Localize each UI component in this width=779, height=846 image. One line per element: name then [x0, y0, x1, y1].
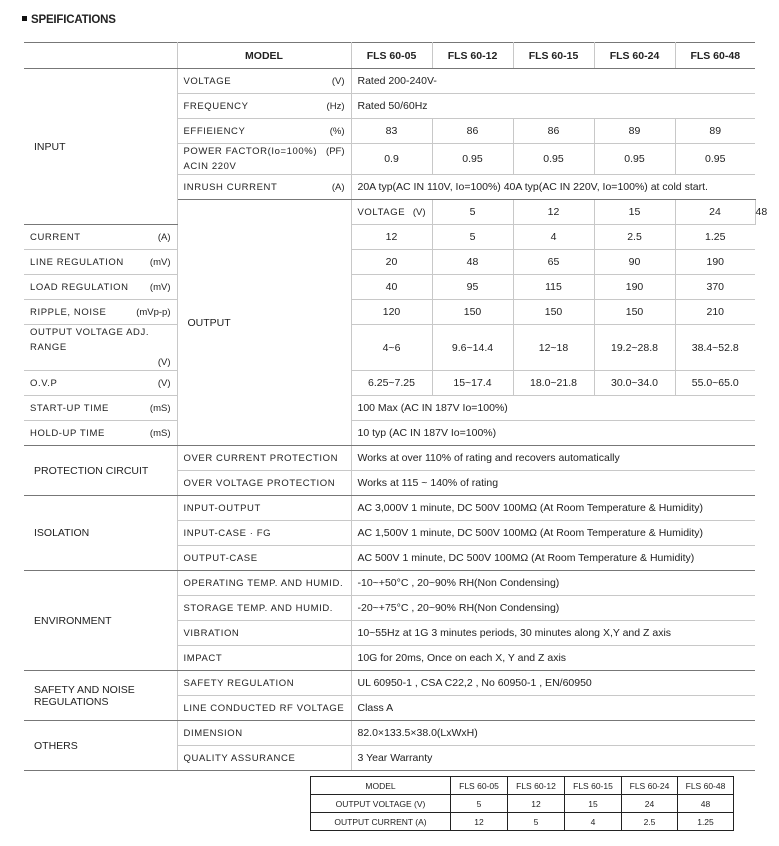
cell-value: 48 — [432, 250, 513, 275]
row-value: 20A typ(AC IN 110V, Io=100%) 40A typ(AC IN 220V, Io=100%) at cold start. — [351, 175, 755, 200]
row-label: OVER CURRENT PROTECTION — [177, 446, 351, 471]
summary-table — [310, 776, 734, 831]
row-label: OPERATING TEMP. AND HUMID. — [177, 571, 351, 596]
cell-value: 38.4~52.8 — [675, 325, 755, 371]
row-value: AC 1,500V 1 minute, DC 500V 100MΩ (At Room Temperature & Humidity) — [351, 521, 755, 546]
cell-value: 89 — [594, 119, 675, 144]
row-label: LINE CONDUCTED RF VOLTAGE — [177, 696, 351, 721]
summary-voltage: 15 — [565, 795, 622, 813]
cell-value: 83 — [351, 119, 432, 144]
row-label: OUTPUT VOLTAGE ADJ. RANGE (V) — [24, 325, 177, 371]
cell-value: 0.95 — [594, 144, 675, 175]
row-label: VOLTAGE (V) — [177, 69, 351, 94]
row-label: OVER VOLTAGE PROTECTION — [177, 471, 351, 496]
group-isolation: ISOLATION — [24, 496, 177, 571]
cell-value: 9.6~14.4 — [432, 325, 513, 371]
cell-value: 0.9 — [351, 144, 432, 175]
table-row — [24, 371, 755, 396]
row-value: Rated 200-240V- — [351, 69, 755, 94]
row-label: FREQUENCY (Hz) — [177, 94, 351, 119]
cell-value: 86 — [432, 119, 513, 144]
cell-value: 0.95 — [675, 144, 755, 175]
table-row — [24, 250, 755, 275]
table-row — [24, 571, 755, 596]
cell-value: 20 — [351, 250, 432, 275]
cell-value: 18.0~21.8 — [513, 371, 594, 396]
cell-value: 210 — [675, 300, 755, 325]
row-label: CURRENT (A) — [24, 225, 177, 250]
row-label: LINE REGULATION (mV) — [24, 250, 177, 275]
row-value: Class A — [351, 696, 755, 721]
table-row: OUTPUT VOLTAGE (V) 5 12 15 24 48 — [24, 200, 755, 225]
summary-current-label: OUTPUT CURRENT (A) — [311, 813, 451, 831]
table-row — [24, 496, 755, 521]
cell-value: 55.0~65.0 — [675, 371, 755, 396]
group-environment: ENVIRONMENT — [24, 571, 177, 671]
table-row — [24, 275, 755, 300]
cell-value: 150 — [513, 300, 594, 325]
group-output: OUTPUT — [177, 200, 351, 446]
cell-value: 0.95 — [432, 144, 513, 175]
table-row — [24, 721, 755, 746]
row-label: INPUT-CASE · FG — [177, 521, 351, 546]
cell-value: 190 — [594, 275, 675, 300]
bullet-square-icon — [22, 16, 27, 21]
cell-value: 2.5 — [594, 225, 675, 250]
model-col: FLS 60-48 — [675, 43, 755, 69]
row-value: 10G for 20ms, Once on each X, Y and Z axis — [351, 646, 755, 671]
row-label: LOAD REGULATION (mV) — [24, 275, 177, 300]
row-label: POWER FACTOR(Io=100%) (PF) ACIN 220V — [177, 144, 351, 175]
table-row — [24, 446, 755, 471]
cell-value: 4 — [513, 225, 594, 250]
row-value: 100 Max (AC IN 187V Io=100%) — [351, 396, 755, 421]
cell-value: 150 — [594, 300, 675, 325]
row-label: VOLTAGE (V) — [351, 200, 432, 225]
row-label: DIMENSION — [177, 721, 351, 746]
cell-value: 12 — [513, 200, 594, 225]
row-value: UL 60950-1 , CSA C22,2 , No 60950-1 , EN/60950 — [351, 671, 755, 696]
cell-value: 15~17.4 — [432, 371, 513, 396]
summary-model: FLS 60-12 — [508, 777, 565, 795]
row-value: 82.0×133.5×38.0(LxWxH) — [351, 721, 755, 746]
cell-value: 5 — [432, 200, 513, 225]
row-label: START-UP TIME (mS) — [24, 396, 177, 421]
table-row — [311, 777, 734, 795]
group-safety: SAFETY AND NOISE REGULATIONS — [24, 671, 177, 721]
summary-voltage: 24 — [622, 795, 678, 813]
group-input: INPUT — [24, 69, 177, 225]
model-col: FLS 60-15 — [513, 43, 594, 69]
cell-value: 0.95 — [513, 144, 594, 175]
specifications-table — [24, 42, 768, 771]
row-value: -10~+50°C , 20~90% RH(Non Condensing) — [351, 571, 755, 596]
summary-voltage: 12 — [508, 795, 565, 813]
cell-value: 12~18 — [513, 325, 594, 371]
model-col: FLS 60-05 — [351, 43, 432, 69]
row-label: VIBRATION — [177, 621, 351, 646]
row-label: IMPACT — [177, 646, 351, 671]
cell-value: 1.25 — [675, 225, 755, 250]
cell-value: 40 — [351, 275, 432, 300]
table-row — [24, 69, 755, 94]
cell-value: 150 — [432, 300, 513, 325]
summary-current: 1.25 — [678, 813, 734, 831]
table-row — [24, 396, 755, 421]
table-row — [24, 225, 755, 250]
row-label: INRUSH CURRENT (A) — [177, 175, 351, 200]
header-row — [24, 43, 755, 69]
row-value: AC 3,000V 1 minute, DC 500V 100MΩ (At Room Temperature & Humidity) — [351, 496, 755, 521]
cell-value: 120 — [351, 300, 432, 325]
summary-current: 4 — [565, 813, 622, 831]
summary-current: 5 — [508, 813, 565, 831]
cell-value: 12 — [351, 225, 432, 250]
model-col: FLS 60-12 — [432, 43, 513, 69]
summary-model: FLS 60-24 — [622, 777, 678, 795]
summary-current: 12 — [451, 813, 508, 831]
row-label: RIPPLE, NOISE (mVp-p) — [24, 300, 177, 325]
summary-current: 2.5 — [622, 813, 678, 831]
summary-model: FLS 60-48 — [678, 777, 734, 795]
row-label: INPUT-OUTPUT — [177, 496, 351, 521]
table-row — [24, 671, 755, 696]
model-header: MODEL — [177, 43, 351, 69]
cell-value: 65 — [513, 250, 594, 275]
cell-value: 86 — [513, 119, 594, 144]
group-others: OTHERS — [24, 721, 177, 771]
row-label: HOLD-UP TIME (mS) — [24, 421, 177, 446]
cell-value: 115 — [513, 275, 594, 300]
cell-value: 89 — [675, 119, 755, 144]
table-row — [24, 325, 755, 371]
table-row — [311, 795, 734, 813]
summary-voltage-label: OUTPUT VOLTAGE (V) — [311, 795, 451, 813]
row-value: -20~+75°C , 20~90% RH(Non Condensing) — [351, 596, 755, 621]
cell-value: 5 — [432, 225, 513, 250]
row-label: STORAGE TEMP. AND HUMID. — [177, 596, 351, 621]
row-label: EFFIEIENCY (%) — [177, 119, 351, 144]
row-label: O.V.P (V) — [24, 371, 177, 396]
summary-model: FLS 60-05 — [451, 777, 508, 795]
group-protection: PROTECTION CIRCUIT — [24, 446, 177, 496]
model-col: FLS 60-24 — [594, 43, 675, 69]
cell-value: 6.25~7.25 — [351, 371, 432, 396]
cell-value: 90 — [594, 250, 675, 275]
summary-model: FLS 60-15 — [565, 777, 622, 795]
row-value: 10 typ (AC IN 187V Io=100%) — [351, 421, 755, 446]
row-label: OUTPUT-CASE — [177, 546, 351, 571]
summary-voltage: 48 — [678, 795, 734, 813]
row-label: QUALITY ASSURANCE — [177, 746, 351, 771]
cell-value: 370 — [675, 275, 755, 300]
cell-value: 19.2~28.8 — [594, 325, 675, 371]
summary-voltage: 5 — [451, 795, 508, 813]
row-value: Works at over 110% of rating and recovers automatically — [351, 446, 755, 471]
row-value: 10~55Hz at 1G 3 minutes periods, 30 minutes along X,Y and Z axis — [351, 621, 755, 646]
cell-value: 15 — [594, 200, 675, 225]
summary-model-label: MODEL — [311, 777, 451, 795]
cell-value: 190 — [675, 250, 755, 275]
row-value: AC 500V 1 minute, DC 500V 100MΩ (At Room Temperature & Humidity) — [351, 546, 755, 571]
row-label: SAFETY REGULATION — [177, 671, 351, 696]
row-value: Works at 115 ~ 140% of rating — [351, 471, 755, 496]
cell-value: 95 — [432, 275, 513, 300]
table-row — [24, 421, 755, 446]
row-value: 3 Year Warranty — [351, 746, 755, 771]
cell-value: 4~6 — [351, 325, 432, 371]
cell-value: 24 — [675, 200, 755, 225]
row-value: Rated 50/60Hz — [351, 94, 755, 119]
page-title: SPEIFICATIONS — [22, 14, 116, 26]
cell-value: 30.0~34.0 — [594, 371, 675, 396]
table-row — [24, 300, 755, 325]
table-row — [311, 813, 734, 831]
